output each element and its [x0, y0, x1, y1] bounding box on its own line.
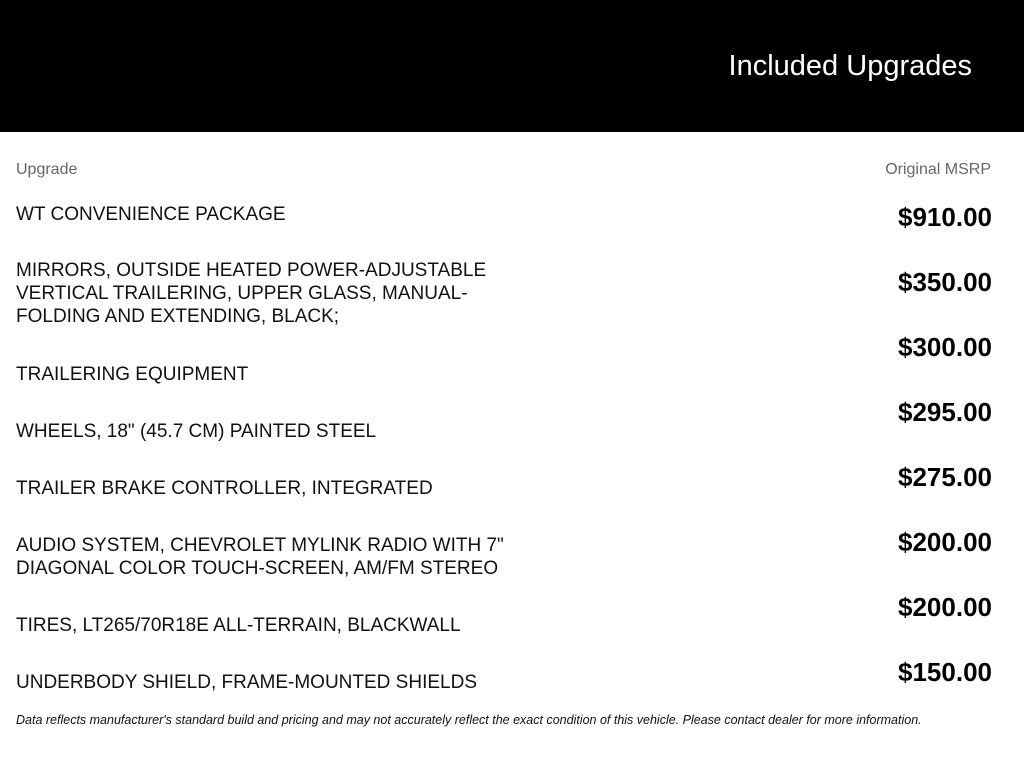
upgrade-name: TIRES, LT265/70R18E ALL-TERRAIN, BLACKWALL: [16, 615, 461, 636]
upgrade-price: $300.00: [898, 332, 992, 362]
header-bar: [0, 0, 1024, 132]
page-title: Included Upgrades: [728, 50, 972, 82]
upgrade-price: $200.00: [898, 527, 992, 557]
upgrade-price: $200.00: [898, 592, 992, 622]
upgrade-name: TRAILERING EQUIPMENT: [16, 364, 249, 385]
upgrade-price: $150.00: [898, 657, 992, 687]
disclaimer-text: Data reflects manufacturer's standard build and pricing and may not accurately reflect the exact condition of this vehicle. Please contact dealer for more information.: [16, 713, 922, 727]
upgrade-price: $295.00: [898, 397, 992, 427]
upgrade-name: TRAILER BRAKE CONTROLLER, INTEGRATED: [16, 478, 433, 499]
msrp-column-header: Original MSRP: [885, 161, 991, 178]
upgrade-name: UNDERBODY SHIELD, FRAME-MOUNTED SHIELDS: [16, 672, 477, 693]
upgrade-price: $275.00: [898, 462, 992, 492]
upgrade-price: $910.00: [898, 202, 992, 232]
upgrade-name: WT CONVENIENCE PACKAGE: [16, 204, 286, 225]
upgrade-column-header: Upgrade: [16, 161, 78, 178]
upgrade-name: MIRRORS, OUTSIDE HEATED POWER-ADJUSTABLE VERTICAL TRAILERING, UPPER GLASS, MANUAL-FOLDING AND EXTENDING, BLACK;: [16, 260, 487, 327]
upgrade-price: $350.00: [898, 267, 992, 297]
upgrade-name: AUDIO SYSTEM, CHEVROLET MYLINK RADIO WITH 7" DIAGONAL COLOR TOUCH-SCREEN, AM/FM STEREO: [16, 535, 504, 579]
upgrade-name: WHEELS, 18" (45.7 CM) PAINTED STEEL: [16, 421, 377, 442]
